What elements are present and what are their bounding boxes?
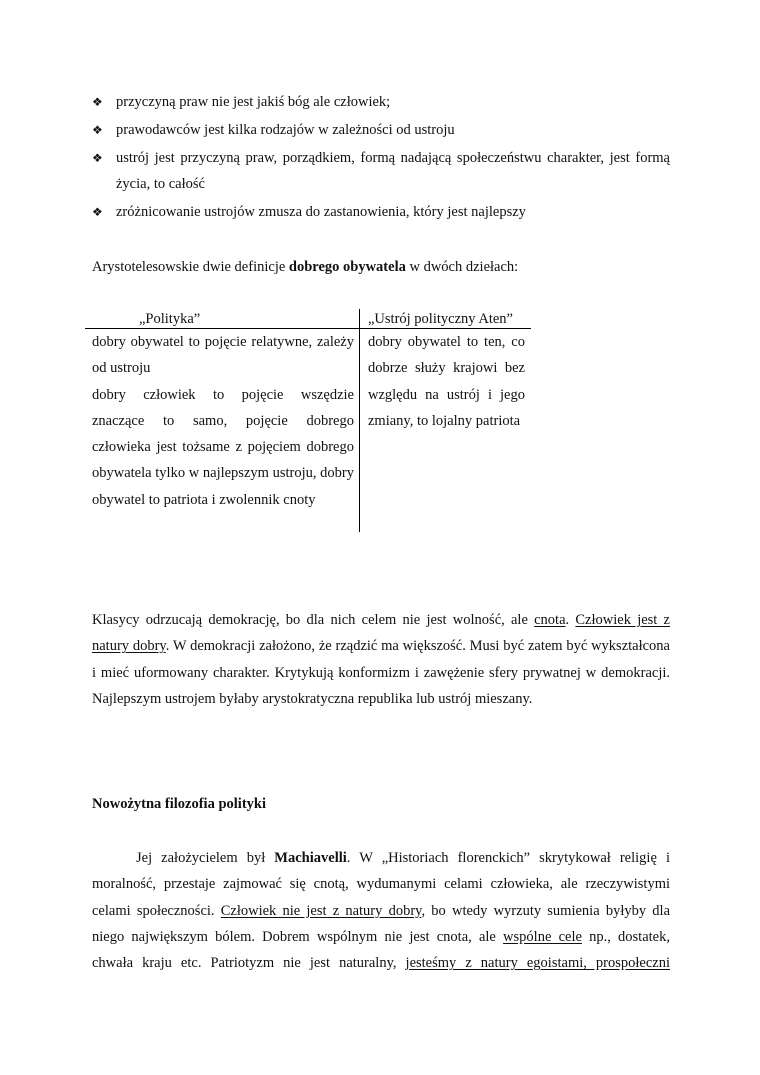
list-item: ❖ przyczyną praw nie jest jakiś bóg ale człowiek; [92, 89, 670, 115]
list-item: ❖ zróżnicowanie ustrojów zmusza do zastanowienia, który jest najlepszy [92, 199, 670, 225]
column-header-ustroj: „Ustrój polityczny Aten” [368, 311, 513, 327]
list-item: ❖ prawodawców jest kilka rodzajów w zależności od ustroju [92, 117, 670, 143]
intro-paragraph: Arystotelesowskie dwie definicje dobrego obywatela w dwóch dziełach: [92, 259, 519, 275]
bold-term: Machiavelli [274, 850, 347, 866]
diamond-bullet-icon: ❖ [92, 151, 103, 165]
section-heading: Nowożytna filozofia polityki [92, 796, 266, 812]
diamond-bullet-icon: ❖ [92, 123, 103, 137]
column-header-polityka: „Polityka” [139, 311, 201, 327]
underlined-text: wspólne cele [503, 928, 582, 945]
diamond-bullet-icon: ❖ [92, 205, 103, 219]
list-item: ❖ ustrój jest przyczyną praw, porządkiem, formą nadającą społeczeństwu charakter, jest formą życia, to całość [92, 145, 670, 197]
table-column-divider [359, 309, 360, 532]
underlined-text: Człowiek nie jest z natury dobry [220, 902, 422, 919]
comparison-table [92, 308, 531, 508]
underlined-text: Człowiek jest z natury dobry [92, 612, 670, 655]
diamond-bullet-icon: ❖ [92, 95, 103, 109]
underlined-text: cnota [534, 612, 566, 628]
paragraph-machiavelli: Jej założycielem był Machiavelli. W „Historiach florenckich” skrytykował religię i moralność, przestaje zajmować się cnotą, wydumanymi celami człowieka, ale rzeczywistymi celami społeczności. Człowiek nie jest z natury dobry, bo wtedy wyrzuty sumienia byłyby dla niego największym bólem. Dobrem wspólnym nie jest cnota, ale wspólne cele np., dostatek, chwała kraju etc. Patriotyzm nie jest naturalny, jesteśmy z natury egoistami, prospołeczni [92, 850, 671, 972]
table-header [92, 308, 531, 328]
table-cell-polityka: dobry obywatel to pojęcie relatywne, zależy od ustroju dobry człowiek to pojęcie wszędzie znaczące to samo, pojęcie dobrego człowieka jest tożsame z pojęciem dobrego obywatela tylko w najlepszym ustroju, dobry obywatel to patriota i zwolennik cnoty [92, 334, 354, 508]
paragraph-klasycy: Klasycy odrzucają demokrację, bo dla nich celem nie jest wolność, ale cnota. Człowiek jest z natury dobry. W demokracji założono, że rządzić ma większość. Musi być zatem być wykształcona i mieć uformowany charakter. Krytykują konformizm i zawężenie sfery prywatnej w demokracji. Najlepszym ustrojem byłaby arystokratyczna republika lub ustrój mieszany. [92, 612, 670, 707]
bold-term: dobrego obywatela [288, 259, 406, 275]
bullet-list [92, 89, 670, 227]
table-cell-ustroj: dobry obywatel to ten, co dobrze służy krajowi bez względu na ustrój i jego zmiany, to lojalny patriota [368, 334, 525, 429]
underlined-text: jesteśmy z natury egoistami, prospołeczni [405, 955, 671, 972]
